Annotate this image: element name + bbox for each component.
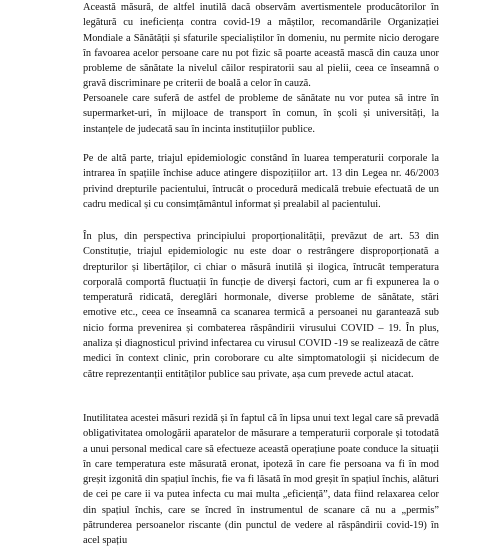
paragraph-mask-discrimination: Această măsură, de altfel inutilă dacă observăm avertismentele producătorilor în legătură cu ineficiența contra covid-19 a măștilor, recomandările Organizației Mondiale a Sănătății și sfaturile specialiștilor în domeniu, nu permite nicio derogare în favoarea acelor persoane care nu pot fizic să poarte această mască din cauza unor probleme de sănătate la nivelul căilor respiratorii sau al pielii, ceea ce înseamnă o gravă discriminare pe criterii de boală a celor în cauză.	[83, 2, 439, 90]
paragraph-temperature-triage: Pe de altă parte, triajul epidemiologic constând în luarea temperaturii corporale la intrarea în spațiile închise aduce atingere dispozițiilor art. 13 din Legea nr. 46/2003 privind drepturile pacientului, întrucât o procedură medicală trebuie efectuată de un cadru medical și cu consimțământul informat și prealabil al pacientului.	[83, 153, 439, 210]
paragraph-proportionality: În plus, din perspectiva principiului proporționalității, prevăzut de art. 53 din Constituție, triajul epidemiologic nu este doar o restrângere disproporționată a drepturilor și libertăților, ci chiar o măsură inutilă și ilogica, întrucât temperatura corporală comportă fluctuații în funcție de diverși factori, cum ar fi expunerea la o temperatură ridicată, dereglări hormonale, diverse probleme de sănătate, stări emotive etc., ceea ce înseamnă ca scanarea termică a persoanei nu garantează sub nicio forma prevenirea și combaterea răspândirii virusului COVID – 19. În plus, analiza și diagnosticul privind infectarea cu virusul COVID -19 se realizează de către medici în context clinic, prin coroborare cu alte simptomatologii și nicidecum de către reprezentanții entităților publice sau private, așa cum prevede actul atacat.	[83, 231, 439, 380]
paragraph-measurement-uselessness: Inutilitatea acestei măsuri rezidă și în faptul că în lipsa unui text legal care să prevadă obligativitatea omologării aparatelor de măsurare a temperaturii corporale și totodată a unui personal medical care să efectueze această operațiune poate conduce la situații în care temperatura este măsurată eronat, ipoteză în care fie persoana va fi în mod greșit izgonită din spațiul închis, fie va fi lăsată în mod greșit în spațiul închis, alături de cei pe care ii va putea infecta cu mai multa „eficiență”, data fiind relaxarea celor din spațiul închis, care se încred în instrumentul de scanare că nu a „permis” pătrunderea persoanelor riscante (din punctul de vedere al răspândirii covid-19) în acel spațiu	[83, 413, 439, 547]
paragraph-access-restrictions: Persoanele care suferă de astfel de probleme de sănătate nu vor putea să intre în supermarket-uri, în mijloace de transport în comun, în școli și universități, la instanțele de judecată sau în incinta instituțiilor publice.	[83, 93, 439, 135]
